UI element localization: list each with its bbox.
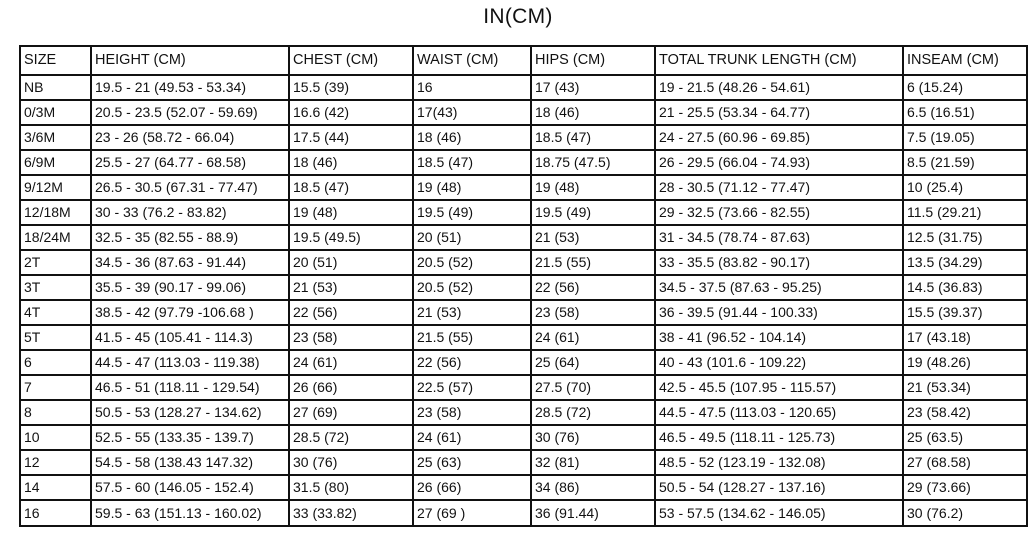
chest-cell: 28.5 (72) <box>289 425 413 450</box>
hips-cell: 21.5 (55) <box>531 250 655 275</box>
waist-cell: 19.5 (49) <box>413 200 531 225</box>
inseam-cell: 14.5 (36.83) <box>903 275 1027 300</box>
size-cell: 6/9M <box>20 150 91 175</box>
trunk-length-cell: 48.5 - 52 (123.19 - 132.08) <box>655 450 903 475</box>
height-cell: 57.5 - 60 (146.05 - 152.4) <box>91 475 289 500</box>
inseam-cell: 19 (48.26) <box>903 350 1027 375</box>
chest-cell: 19.5 (49.5) <box>289 225 413 250</box>
size-cell: 7 <box>20 375 91 400</box>
waist-cell: 21 (53) <box>413 300 531 325</box>
table-row <box>20 375 1027 400</box>
waist-cell: 18 (46) <box>413 125 531 150</box>
waist-cell: 19 (48) <box>413 175 531 200</box>
hips-cell: 19 (48) <box>531 175 655 200</box>
hips-cell: 34 (86) <box>531 475 655 500</box>
inseam-cell: 15.5 (39.37) <box>903 300 1027 325</box>
trunk-length-cell: 26 - 29.5 (66.04 - 74.93) <box>655 150 903 175</box>
table-row <box>20 225 1027 250</box>
chest-cell: 16.6 (42) <box>289 100 413 125</box>
table-row <box>20 300 1027 325</box>
waist-cell: 20 (51) <box>413 225 531 250</box>
trunk-length-cell: 44.5 - 47.5 (113.03 - 120.65) <box>655 400 903 425</box>
waist-cell: 20.5 (52) <box>413 275 531 300</box>
inseam-cell: 23 (58.42) <box>903 400 1027 425</box>
hips-cell: 28.5 (72) <box>531 400 655 425</box>
height-cell: 25.5 - 27 (64.77 - 68.58) <box>91 150 289 175</box>
size-cell: 8 <box>20 400 91 425</box>
inseam-cell: 21 (53.34) <box>903 375 1027 400</box>
hips-cell: 27.5 (70) <box>531 375 655 400</box>
size-cell: 14 <box>20 475 91 500</box>
size-cell: 12 <box>20 450 91 475</box>
size-cell: 2T <box>20 250 91 275</box>
waist-cell: 21.5 (55) <box>413 325 531 350</box>
table-row <box>20 325 1027 350</box>
hips-cell: 25 (64) <box>531 350 655 375</box>
height-cell: 30 - 33 (76.2 - 83.82) <box>91 200 289 225</box>
trunk-length-cell: 46.5 - 49.5 (118.11 - 125.73) <box>655 425 903 450</box>
hips-cell: 17 (43) <box>531 75 655 100</box>
trunk-length-cell: 31 - 34.5 (78.74 - 87.63) <box>655 225 903 250</box>
trunk-length-cell: 50.5 - 54 (128.27 - 137.16) <box>655 475 903 500</box>
table-row <box>20 250 1027 275</box>
inseam-cell: 25 (63.5) <box>903 425 1027 450</box>
trunk-length-cell: 42.5 - 45.5 (107.95 - 115.57) <box>655 375 903 400</box>
hips-cell: 36 (91.44) <box>531 500 655 526</box>
size-cell: 3T <box>20 275 91 300</box>
inseam-cell: 6 (15.24) <box>903 75 1027 100</box>
header-height: HEIGHT (CM) <box>91 46 289 75</box>
waist-cell: 26 (66) <box>413 475 531 500</box>
height-cell: 54.5 - 58 (138.43 147.32) <box>91 450 289 475</box>
waist-cell: 22 (56) <box>413 350 531 375</box>
inseam-cell: 12.5 (31.75) <box>903 225 1027 250</box>
table-row <box>20 425 1027 450</box>
hips-cell: 19.5 (49) <box>531 200 655 225</box>
height-cell: 52.5 - 55 (133.35 - 139.7) <box>91 425 289 450</box>
inseam-cell: 8.5 (21.59) <box>903 150 1027 175</box>
trunk-length-cell: 40 - 43 (101.6 - 109.22) <box>655 350 903 375</box>
trunk-length-cell: 36 - 39.5 (91.44 - 100.33) <box>655 300 903 325</box>
header-total-trunk-length: TOTAL TRUNK LENGTH (CM) <box>655 46 903 75</box>
trunk-length-cell: 34.5 - 37.5 (87.63 - 95.25) <box>655 275 903 300</box>
inseam-cell: 30 (76.2) <box>903 500 1027 526</box>
chest-cell: 30 (76) <box>289 450 413 475</box>
height-cell: 46.5 - 51 (118.11 - 129.54) <box>91 375 289 400</box>
table-row <box>20 400 1027 425</box>
waist-cell: 16 <box>413 75 531 100</box>
trunk-length-cell: 21 - 25.5 (53.34 - 64.77) <box>655 100 903 125</box>
chest-cell: 18.5 (47) <box>289 175 413 200</box>
size-cell: 5T <box>20 325 91 350</box>
header-size: SIZE <box>20 46 91 75</box>
hips-cell: 18 (46) <box>531 100 655 125</box>
height-cell: 20.5 - 23.5 (52.07 - 59.69) <box>91 100 289 125</box>
size-cell: 4T <box>20 300 91 325</box>
size-cell: 10 <box>20 425 91 450</box>
waist-cell: 17(43) <box>413 100 531 125</box>
trunk-length-cell: 28 - 30.5 (71.12 - 77.47) <box>655 175 903 200</box>
chest-cell: 26 (66) <box>289 375 413 400</box>
inseam-cell: 7.5 (19.05) <box>903 125 1027 150</box>
inseam-cell: 29 (73.66) <box>903 475 1027 500</box>
waist-cell: 25 (63) <box>413 450 531 475</box>
header-waist: WAIST (CM) <box>413 46 531 75</box>
table-row <box>20 200 1027 225</box>
inseam-cell: 13.5 (34.29) <box>903 250 1027 275</box>
inseam-cell: 11.5 (29.21) <box>903 200 1027 225</box>
chest-cell: 31.5 (80) <box>289 475 413 500</box>
size-cell: 0/3M <box>20 100 91 125</box>
inseam-cell: 17 (43.18) <box>903 325 1027 350</box>
waist-cell: 23 (58) <box>413 400 531 425</box>
chest-cell: 17.5 (44) <box>289 125 413 150</box>
table-row <box>20 125 1027 150</box>
waist-cell: 22.5 (57) <box>413 375 531 400</box>
size-cell: 6 <box>20 350 91 375</box>
table-row <box>20 275 1027 300</box>
height-cell: 50.5 - 53 (128.27 - 134.62) <box>91 400 289 425</box>
height-cell: 44.5 - 47 (113.03 - 119.38) <box>91 350 289 375</box>
hips-cell: 21 (53) <box>531 225 655 250</box>
trunk-length-cell: 38 - 41 (96.52 - 104.14) <box>655 325 903 350</box>
height-cell: 32.5 - 35 (82.55 - 88.9) <box>91 225 289 250</box>
height-cell: 19.5 - 21 (49.53 - 53.34) <box>91 75 289 100</box>
chest-cell: 18 (46) <box>289 150 413 175</box>
table-row <box>20 100 1027 125</box>
trunk-length-cell: 19 - 21.5 (48.26 - 54.61) <box>655 75 903 100</box>
size-cell: NB <box>20 75 91 100</box>
hips-cell: 22 (56) <box>531 275 655 300</box>
hips-cell: 18.5 (47) <box>531 125 655 150</box>
hips-cell: 24 (61) <box>531 325 655 350</box>
chest-cell: 24 (61) <box>289 350 413 375</box>
trunk-length-cell: 53 - 57.5 (134.62 - 146.05) <box>655 500 903 526</box>
table-row <box>20 75 1027 100</box>
header-chest: CHEST (CM) <box>289 46 413 75</box>
trunk-length-cell: 33 - 35.5 (83.82 - 90.17) <box>655 250 903 275</box>
table-row <box>20 475 1027 500</box>
inseam-cell: 6.5 (16.51) <box>903 100 1027 125</box>
waist-cell: 24 (61) <box>413 425 531 450</box>
height-cell: 41.5 - 45 (105.41 - 114.3) <box>91 325 289 350</box>
height-cell: 38.5 - 42 (97.79 -106.68 ) <box>91 300 289 325</box>
hips-cell: 23 (58) <box>531 300 655 325</box>
trunk-length-cell: 29 - 32.5 (73.66 - 82.55) <box>655 200 903 225</box>
chest-cell: 21 (53) <box>289 275 413 300</box>
chest-cell: 27 (69) <box>289 400 413 425</box>
height-cell: 26.5 - 30.5 (67.31 - 77.47) <box>91 175 289 200</box>
size-cell: 16 <box>20 500 91 526</box>
table-row <box>20 150 1027 175</box>
header-inseam: INSEAM (CM) <box>903 46 1027 75</box>
page-title: IN(CM) <box>483 5 553 28</box>
hips-cell: 30 (76) <box>531 425 655 450</box>
chest-cell: 23 (58) <box>289 325 413 350</box>
chest-cell: 15.5 (39) <box>289 75 413 100</box>
hips-cell: 32 (81) <box>531 450 655 475</box>
size-cell: 3/6M <box>20 125 91 150</box>
table-body <box>20 75 1027 526</box>
waist-cell: 20.5 (52) <box>413 250 531 275</box>
chest-cell: 33 (33.82) <box>289 500 413 526</box>
table-row <box>20 350 1027 375</box>
size-cell: 12/18M <box>20 200 91 225</box>
size-cell: 9/12M <box>20 175 91 200</box>
height-cell: 34.5 - 36 (87.63 - 91.44) <box>91 250 289 275</box>
waist-cell: 18.5 (47) <box>413 150 531 175</box>
header-hips: HIPS (CM) <box>531 46 655 75</box>
height-cell: 59.5 - 63 (151.13 - 160.02) <box>91 500 289 526</box>
height-cell: 23 - 26 (58.72 - 66.04) <box>91 125 289 150</box>
size-chart-table <box>19 45 1028 527</box>
table-header-row <box>20 46 1027 75</box>
hips-cell: 18.75 (47.5) <box>531 150 655 175</box>
waist-cell: 27 (69 ) <box>413 500 531 526</box>
chest-cell: 20 (51) <box>289 250 413 275</box>
size-cell: 18/24M <box>20 225 91 250</box>
chest-cell: 22 (56) <box>289 300 413 325</box>
trunk-length-cell: 24 - 27.5 (60.96 - 69.85) <box>655 125 903 150</box>
inseam-cell: 27 (68.58) <box>903 450 1027 475</box>
height-cell: 35.5 - 39 (90.17 - 99.06) <box>91 275 289 300</box>
table-row <box>20 500 1027 526</box>
table-row <box>20 175 1027 200</box>
chest-cell: 19 (48) <box>289 200 413 225</box>
inseam-cell: 10 (25.4) <box>903 175 1027 200</box>
table-row <box>20 450 1027 475</box>
